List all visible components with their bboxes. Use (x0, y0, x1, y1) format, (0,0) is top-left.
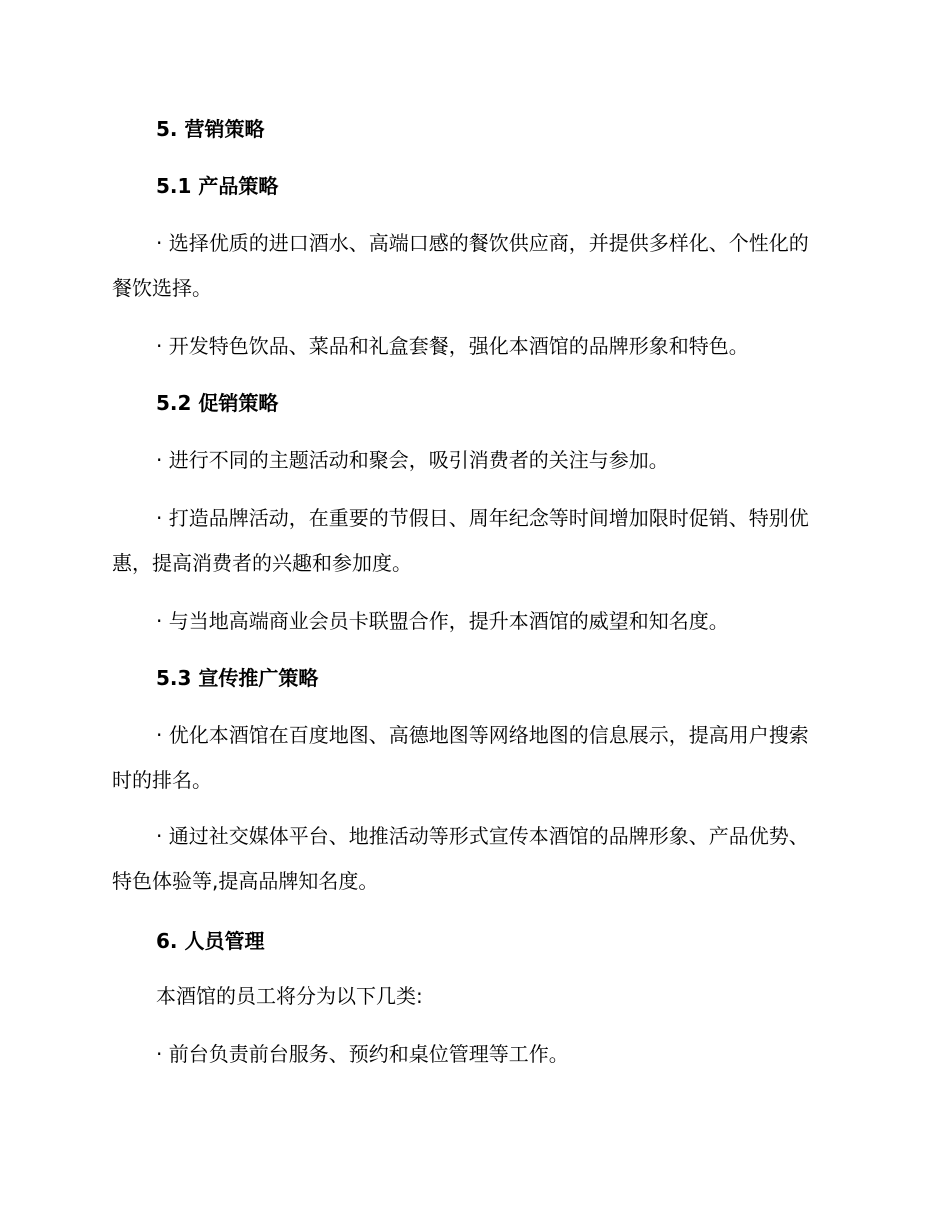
paragraph-brand-events: · 打造品牌活动，在重要的节假日、周年纪念等时间增加限时促销、特别优惠，提高消费者的兴趣和参加度。 (112, 506, 809, 575)
heading-marketing-strategy: 5. 营销策略 (156, 117, 265, 141)
paragraph-social-media: · 通过社交媒体平台、地推活动等形式宣传本酒馆的品牌形象、产品优势、特色体验等,提高品牌知名度。 (112, 824, 809, 893)
heading-publicity-strategy: 5.3 宣传推广策略 (156, 666, 319, 690)
paragraph-theme-events: · 进行不同的主题活动和聚会，吸引消费者的关注与参加。 (156, 448, 669, 472)
heading-product-strategy: 5.1 产品策略 (156, 174, 279, 198)
paragraph-product-quality: · 选择优质的进口酒水、高端口感的餐饮供应商，并提供多样化、个性化的餐饮选择。 (112, 231, 809, 300)
heading-personnel-management: 6. 人员管理 (156, 929, 265, 953)
paragraph-membership-alliance: · 与当地高端商业会员卡联盟合作，提升本酒馆的威望和知名度。 (156, 609, 729, 633)
paragraph-map-optimization: · 优化本酒馆在百度地图、高德地图等网络地图的信息展示，提高用户搜索时的排名。 (112, 723, 809, 792)
paragraph-front-desk: · 前台负责前台服务、预约和桌位管理等工作。 (156, 1042, 569, 1066)
paragraph-staff-intro: 本酒馆的员工将分为以下几类: (156, 984, 423, 1008)
paragraph-product-specialty: · 开发特色饮品、菜品和礼盒套餐，强化本酒馆的品牌形象和特色。 (156, 334, 749, 358)
heading-promotion-strategy: 5.2 促销策略 (156, 391, 279, 415)
